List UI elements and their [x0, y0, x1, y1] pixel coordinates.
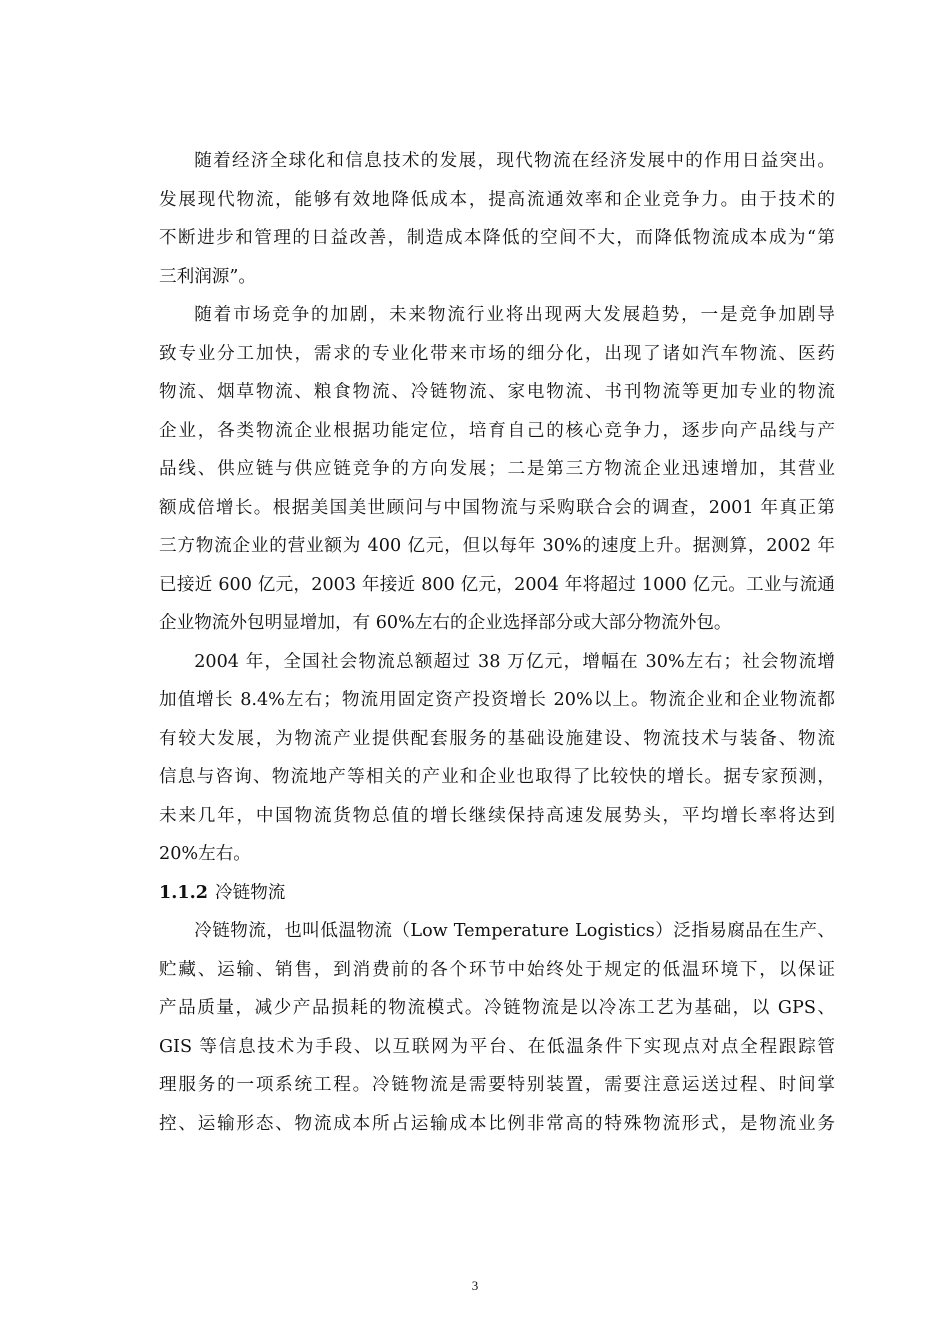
section-title: 冷链物流 — [215, 882, 286, 903]
text-line: 信息与咨询、物流地产等相关的产业和企业也取得了比较快的增长。据专家预测， — [159, 767, 835, 787]
paragraph-cold-chain — [159, 912, 835, 1143]
text-line: 20%左右。 — [159, 844, 251, 864]
text-line: 加值增长 8.4%左右；物流用固定资产投资增长 20%以上。物流企业和企业物流都 — [159, 690, 835, 710]
text-line: 贮藏、运输、销售，到消费前的各个环节中始终处于规定的低温环境下，以保证 — [159, 959, 835, 980]
section-number: 1.1.2 — [159, 881, 208, 903]
page-number: 3 — [471, 1278, 479, 1293]
text-line: 2004 年，全国社会物流总额超过 38 万亿元，增幅在 30%左右；社会物流增 — [194, 651, 835, 672]
text-line: 企业，各类物流企业根据功能定位，培育自己的核心竞争力，逐步向产品线与产 — [159, 420, 835, 441]
text-line: 三利润源”。 — [159, 266, 256, 287]
text-line: 有较大发展，为物流产业提供配套服务的基础设施建设、物流技术与装备、物流 — [159, 728, 835, 749]
text-line: 致专业分工加快，需求的专业化带来市场的细分化，出现了诸如汽车物流、医药 — [159, 343, 835, 364]
text-line: 理服务的一项系统工程。冷链物流是需要特别装置，需要注意运送过程、时间掌 — [159, 1075, 835, 1095]
text-line: 冷链物流，也叫低温物流（Low Temperature Logistics）泛指易腐品在生产、 — [194, 921, 835, 941]
paragraph-2004-statistics — [159, 643, 835, 874]
text-line: 企业物流外包明显增加，有 60%左右的企业选择部分或大部分物流外包。 — [159, 613, 732, 633]
text-line: 随着市场竞争的加剧，未来物流行业将出现两大发展趋势，一是竞争加剧导 — [194, 305, 835, 325]
paragraph-market-competition — [159, 296, 835, 643]
text-line: 物流、烟草物流、粮食物流、冷链物流、家电物流、书刊物流等更加专业的物流 — [159, 382, 835, 402]
text-line: GIS 等信息技术为手段、以互联网为平台、在低温条件下实现点对点全程跟踪管 — [159, 1036, 835, 1057]
text-line: 三方物流企业的营业额为 400 亿元，但以每年 30%的速度上升。据测算，2002 年 — [159, 536, 835, 556]
body-text — [159, 142, 835, 1143]
section-heading — [159, 874, 835, 913]
text-line: 已接近 600 亿元，2003 年接近 800 亿元，2004 年将超过 1000 亿元。工业与流通 — [159, 574, 835, 595]
text-line: 发展现代物流，能够有效地降低成本，提高流通效率和企业竞争力。由于技术的 — [159, 189, 835, 210]
text-line: 控、运输形态、物流成本所占运输成本比例非常高的特殊物流形式，是物流业务 — [159, 1113, 835, 1134]
text-line: 不断进步和管理的日益改善，制造成本降低的空间不大，而降低物流成本成为“第 — [159, 228, 835, 248]
paragraph-globalization — [159, 142, 835, 296]
text-line: 额成倍增长。根据美国美世顾问与中国物流与采购联合会的调查，2001 年真正第 — [159, 497, 835, 518]
text-line: 未来几年，中国物流货物总值的增长继续保持高速发展势头，平均增长率将达到 — [159, 805, 835, 826]
text-line: 产品质量，减少产品损耗的物流模式。冷链物流是以冷冻工艺为基础，以 GPS、 — [159, 998, 835, 1018]
text-line: 品线、供应链与供应链竞争的方向发展；二是第三方物流企业迅速增加，其营业 — [159, 459, 835, 479]
text-line: 随着经济全球化和信息技术的发展，现代物流在经济发展中的作用日益突出。 — [194, 151, 835, 171]
